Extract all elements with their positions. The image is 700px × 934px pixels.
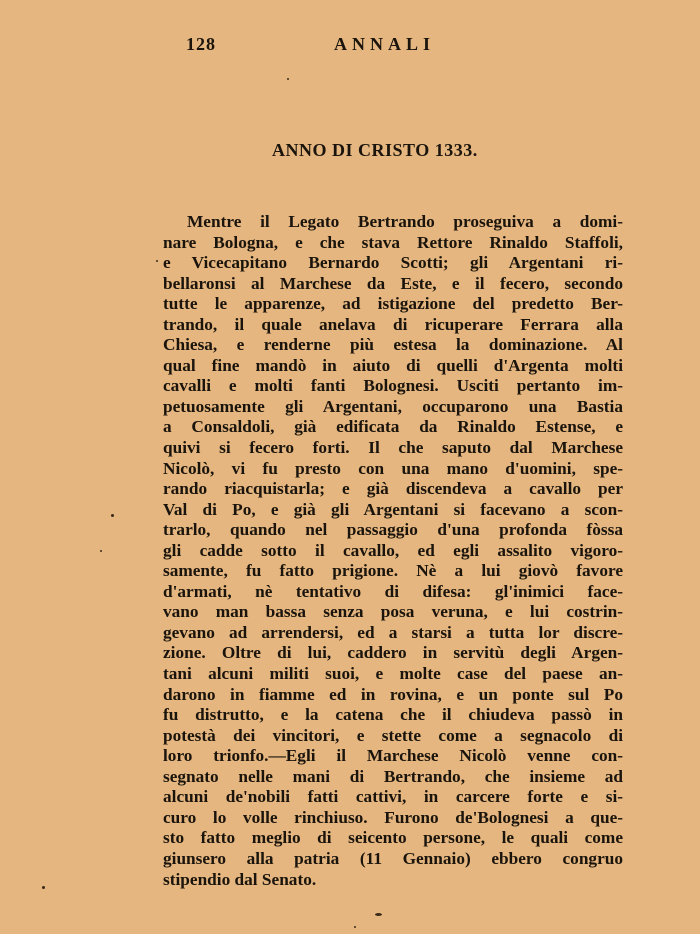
paper-speck	[287, 78, 289, 80]
running-head	[186, 34, 448, 58]
text-line: Chiesa, e renderne più estesa la dominazione. Al	[163, 335, 623, 355]
text-line: fu distrutto, e la catena che il chiudeva passò in	[163, 705, 623, 725]
text-line: alcuni de'nobili fatti cattivi, in carcere forte e si-	[163, 787, 623, 807]
text-line: segnato nelle mani di Bertrando, che insieme ad	[163, 766, 623, 786]
text-line: vano man bassa senza posa veruna, e lui costrin-	[163, 602, 623, 622]
text-line: quivi si fecero forti. Il che saputo dal Marchese	[163, 438, 623, 458]
text-line: Val di Po, e già gli Argentani si facevano a scon-	[163, 499, 623, 519]
page-number: 128	[186, 34, 216, 54]
text-line: gli cadde sotto il cavallo, ed egli assalito vigoro-	[163, 540, 623, 560]
text-line: e Vicecapitano Bernardo Scotti; gli Argentani ri-	[163, 253, 623, 273]
text-line: sto fatto meglio di seicento persone, le quali come	[163, 828, 623, 848]
text-line: gevano ad arrendersi, ed a starsi a tutta lor discre-	[163, 622, 623, 642]
text-line: zione. Oltre di lui, caddero in servitù degli Argen-	[163, 643, 623, 663]
section-heading: ANNO DI CRISTO 1333.	[272, 140, 478, 160]
text-line: loro trionfo.—Egli il Marchese Nicolò venne con-	[163, 746, 623, 766]
paper-speck	[100, 550, 102, 552]
paper-speck	[111, 514, 114, 517]
paper-speck	[375, 913, 382, 916]
text-line: qual fine mandò in aiuto di quelli d'Argenta molti	[163, 355, 623, 375]
text-line: samente, fu fatto prigione. Nè a lui giovò favore	[163, 561, 623, 581]
text-line: curo lo volle rinchiuso. Furono de'Bolognesi a que-	[163, 807, 623, 827]
text-line: d'armati, nè tentativo di difesa: gl'inimici face-	[163, 581, 623, 601]
body-paragraph	[163, 212, 623, 890]
text-line: rando riacquistarla; e già discendeva a cavallo per	[163, 479, 623, 499]
text-line: tutte le apparenze, ad istigazione del predetto Ber-	[163, 294, 623, 314]
paper-speck	[42, 886, 45, 889]
text-line: stipendio dal Senato.	[163, 869, 317, 889]
text-line: nare Bologna, e che stava Rettore Rinaldo Staffoli,	[163, 232, 623, 252]
text-line: a Consaldoli, già edificata da Rinaldo Estense, e	[163, 417, 623, 437]
text-line: cavalli e molti fanti Bolognesi. Usciti pertanto im-	[163, 376, 623, 396]
running-title: ANNALI	[334, 34, 436, 54]
text-line: giunsero alla patria (11 Gennaio) ebbero congruo	[163, 848, 623, 868]
text-line: trando, il quale anelava di ricuperare Ferrara alla	[163, 314, 623, 334]
paper-speck	[354, 926, 356, 928]
text-line: potestà dei vincitori, e stette come a segnacolo di	[163, 725, 623, 745]
text-line: tani alcuni militi suoi, e molte case del paese an-	[163, 664, 623, 684]
text-line: darono in fiamme ed in rovina, e un ponte sul Po	[163, 684, 623, 704]
text-line: trarlo, quando nel passaggio d'una profonda fòssa	[163, 520, 623, 540]
text-line: Nicolò, vi fu presto con una mano d'uomini, spe-	[163, 458, 623, 478]
text-line: petuosamente gli Argentani, occuparono una Bastia	[163, 396, 623, 416]
text-line: Mentre il Legato Bertrando proseguiva a domi-	[187, 212, 623, 231]
paper-speck	[156, 260, 158, 262]
text-line: bellaronsi al Marchese da Este, e il fecero, secondo	[163, 273, 623, 293]
